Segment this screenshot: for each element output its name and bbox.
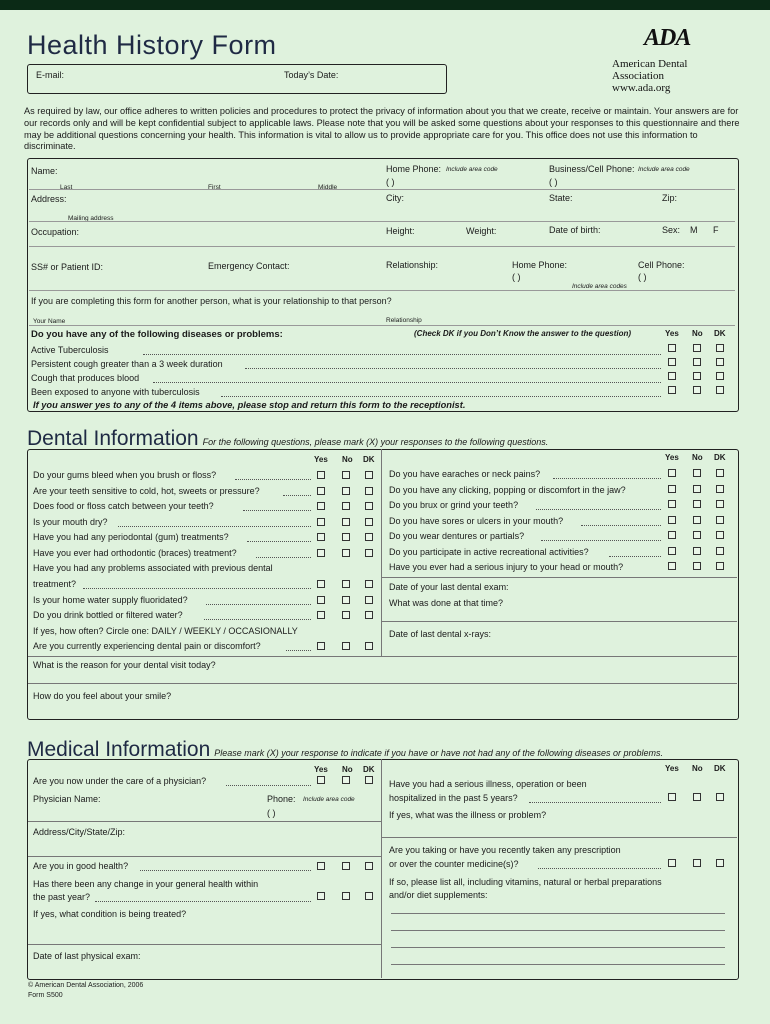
blood-cough-yes-checkbox[interactable] <box>668 372 676 380</box>
orthodontic-dk-checkbox[interactable] <box>365 549 373 557</box>
dental-question: Do you have any clicking, popping or discomfort in the jaw? <box>389 485 626 495</box>
dental-left-yes-header: Yes <box>314 455 328 464</box>
prev-treatment-no-checkbox[interactable] <box>342 580 350 588</box>
health-change-question: Has there been any change in your general health within <box>33 879 259 889</box>
middle-name-label: Middle <box>318 184 338 191</box>
dental-question: Does food or floss catch between your teeth? <box>33 501 214 511</box>
cough-yes-checkbox[interactable] <box>668 358 676 366</box>
org-url: www.ada.org <box>612 82 671 94</box>
copyright: © American Dental Association, 2006 <box>28 982 144 989</box>
bottled-water-dk-checkbox[interactable] <box>365 611 373 619</box>
dental-question: Are your teeth sensitive to cold, hot, sweets or pressure? <box>33 486 260 496</box>
gums-bleed-no-checkbox[interactable] <box>342 471 350 479</box>
mailing-address-label: Mailing address <box>68 215 114 222</box>
your-name-label: Your Name <box>33 318 66 325</box>
physician-phone-hint: Include area code <box>303 796 355 803</box>
smile-feeling-label: How do you feel about your smile? <box>33 691 172 701</box>
earaches-dk-checkbox[interactable] <box>716 469 724 477</box>
tb-dk-checkbox[interactable] <box>716 344 724 352</box>
food-catch-yes-checkbox[interactable] <box>317 502 325 510</box>
dental-question: Do your gums bleed when you brush or floss? <box>33 470 217 480</box>
sores-yes-checkbox[interactable] <box>668 516 676 524</box>
dob-label: Date of birth: <box>549 225 601 235</box>
ada-logo <box>604 25 732 94</box>
medical-left-yes-header: Yes <box>314 765 328 774</box>
sensitive-teeth-no-checkbox[interactable] <box>342 487 350 495</box>
medicine-list-label: If so, please list all, including vitamins, natural or herbal preparations <box>389 877 662 887</box>
dental-question: If yes, how often? Circle one: DAILY / WEEKLY / OCCASIONALLY <box>33 626 298 636</box>
ada-logo-mark: ADA <box>644 25 691 51</box>
physician-phone-label: Phone: <box>267 794 296 804</box>
medical-right-yes-header: Yes <box>665 764 679 773</box>
dental-section-header <box>27 427 548 451</box>
dental-question: Do you participate in active recreational activities? <box>389 547 589 557</box>
prev-treatment-dk-checkbox[interactable] <box>365 580 373 588</box>
dental-pain-yes-checkbox[interactable] <box>317 642 325 650</box>
form-number: Form S500 <box>28 992 63 999</box>
earaches-no-checkbox[interactable] <box>693 469 701 477</box>
dental-question: Do you have sores or ulcers in your mouth? <box>389 516 564 526</box>
last-dental-exam-label: Date of your last dental exam: <box>389 582 509 592</box>
medical-left-no-header: No <box>342 765 353 774</box>
good-health-dk-checkbox[interactable] <box>365 862 373 870</box>
city-label: City: <box>386 193 404 203</box>
recreational-yes-checkbox[interactable] <box>668 547 676 555</box>
jaw-clicking-no-checkbox[interactable] <box>693 485 701 493</box>
medical-title: Medical Information <box>27 738 211 761</box>
food-catch-no-checkbox[interactable] <box>342 502 350 510</box>
medical-right-dk-header: DK <box>714 764 726 773</box>
home-phone-paren[interactable]: ( ) <box>386 177 395 187</box>
dental-right-yes-header: Yes <box>665 453 679 462</box>
first-name-label: First <box>208 184 221 191</box>
state-label: State: <box>549 193 573 203</box>
recreational-no-checkbox[interactable] <box>693 547 701 555</box>
serious-illness-question-cont: hospitalized in the past 5 years? <box>389 793 518 803</box>
org-name: American Dental Association <box>612 58 688 82</box>
business-phone-hint: Include area code <box>638 166 690 173</box>
disease-item: Persistent cough greater than a 3 week duration <box>31 359 223 369</box>
recreational-dk-checkbox[interactable] <box>716 547 724 555</box>
serious-illness-question: Have you had a serious illness, operation or been <box>389 779 587 789</box>
last-name-label: Last <box>60 184 73 191</box>
illness-detail-label: If yes, what was the illness or problem? <box>389 810 547 820</box>
physician-phone-paren[interactable]: ( ) <box>267 808 276 818</box>
disease-item: Cough that produces blood <box>31 373 140 383</box>
dental-question: Is your mouth dry? <box>33 517 108 527</box>
ssn-label: SS# or Patient ID: <box>31 262 104 272</box>
medicine-question-cont: or over the counter medicine(s)? <box>389 859 519 869</box>
business-phone-label: Business/Cell Phone: <box>549 164 635 174</box>
dental-title: Dental Information <box>27 427 199 450</box>
dental-question: Do you have earaches or neck pains? <box>389 469 541 479</box>
good-health-question: Are you in good health? <box>33 861 129 871</box>
top-bar <box>0 0 770 10</box>
blood-cough-no-checkbox[interactable] <box>693 372 701 380</box>
emergency-home-paren[interactable]: ( ) <box>512 272 521 282</box>
emergency-cell-phone-label: Cell Phone: <box>638 260 685 270</box>
tb-yes-checkbox[interactable] <box>668 344 676 352</box>
dental-subtitle: For the following questions, please mark (X) your responses to the following questions. <box>202 437 549 447</box>
email-date-box <box>27 64 447 94</box>
medicine-no-checkbox[interactable] <box>693 859 701 867</box>
gums-bleed-dk-checkbox[interactable] <box>365 471 373 479</box>
earaches-yes-checkbox[interactable] <box>668 469 676 477</box>
emergency-contact-label: Emergency Contact: <box>208 261 290 271</box>
dental-question: Do you wear dentures or partials? <box>389 531 525 541</box>
disease-item: Active Tuberculosis <box>31 345 109 355</box>
diseases-yes-header: Yes <box>665 329 679 338</box>
home-phone-label: Home Phone: <box>386 164 442 174</box>
medicine-question: Are you taking or have you recently taken any prescription <box>389 845 621 855</box>
physician-care-question: Are you now under the care of a physician? <box>33 776 207 786</box>
periodontal-dk-checkbox[interactable] <box>365 533 373 541</box>
tb-exposure-dk-checkbox[interactable] <box>716 386 724 394</box>
fluoridated-no-checkbox[interactable] <box>342 596 350 604</box>
dry-mouth-dk-checkbox[interactable] <box>365 518 373 526</box>
dental-right-no-header: No <box>692 453 703 462</box>
health-change-yes-checkbox[interactable] <box>317 892 325 900</box>
diseases-dk-header: DK <box>714 329 726 338</box>
sores-dk-checkbox[interactable] <box>716 516 724 524</box>
dentures-yes-checkbox[interactable] <box>668 531 676 539</box>
relationship-label: Relationship: <box>386 260 439 270</box>
bottled-water-no-checkbox[interactable] <box>342 611 350 619</box>
todays-date-input[interactable] <box>348 69 442 85</box>
dental-pain-no-checkbox[interactable] <box>342 642 350 650</box>
jaw-clicking-yes-checkbox[interactable] <box>668 485 676 493</box>
physician-care-dk-checkbox[interactable] <box>365 776 373 784</box>
dental-question: Do you brux or grind your teeth? <box>389 500 519 510</box>
brux-yes-checkbox[interactable] <box>668 500 676 508</box>
good-health-no-checkbox[interactable] <box>342 862 350 870</box>
home-phone-hint: Include area code <box>446 166 498 173</box>
physician-care-no-checkbox[interactable] <box>342 776 350 784</box>
serious-illness-dk-checkbox[interactable] <box>716 793 724 801</box>
serious-illness-yes-checkbox[interactable] <box>668 793 676 801</box>
occupation-label: Occupation: <box>31 227 80 237</box>
sensitive-teeth-yes-checkbox[interactable] <box>317 487 325 495</box>
dry-mouth-no-checkbox[interactable] <box>342 518 350 526</box>
email-label: E-mail: <box>36 70 65 80</box>
tb-no-checkbox[interactable] <box>693 344 701 352</box>
sores-no-checkbox[interactable] <box>693 516 701 524</box>
head-injury-dk-checkbox[interactable] <box>716 562 724 570</box>
todays-date-label: Today’s Date: <box>284 70 339 80</box>
what-was-done-label: What was done at that time? <box>389 598 504 608</box>
height-label: Height: <box>386 226 415 236</box>
dental-left-dk-header: DK <box>363 455 375 464</box>
business-phone-paren[interactable]: ( ) <box>549 177 558 187</box>
privacy-intro: As required by law, our office adheres to written policies and procedures to protect the privacy of information about you that we create, receive or maintain. Your answers are for our records only and will be kept confidential subject to applicable laws. Please note that you will be asked some questions about your responses to this questionnaire and there may be additional questions concerning your health. This information is vital to allow us to provide appropriate care for you. This office does not use this information to discriminate. <box>24 106 740 152</box>
last-physical-label: Date of last physical exam: <box>33 951 141 961</box>
blood-cough-dk-checkbox[interactable] <box>716 372 724 380</box>
other-person-question: If you are completing this form for another person, what is your relationship to that person? <box>31 296 392 306</box>
periodontal-yes-checkbox[interactable] <box>317 533 325 541</box>
head-injury-no-checkbox[interactable] <box>693 562 701 570</box>
sex-m-option[interactable]: M <box>690 225 698 235</box>
dental-question: Have you ever had orthodontic (braces) treatment? <box>33 548 237 558</box>
health-change-dk-checkbox[interactable] <box>365 892 373 900</box>
brux-no-checkbox[interactable] <box>693 500 701 508</box>
dental-question: Have you ever had a serious injury to your head or mouth? <box>389 562 624 572</box>
last-xrays-label: Date of last dental x-rays: <box>389 629 492 639</box>
prev-treatment-yes-checkbox[interactable] <box>317 580 325 588</box>
serious-illness-no-checkbox[interactable] <box>693 793 701 801</box>
physician-name-label: Physician Name: <box>33 794 101 804</box>
name-label: Name: <box>31 166 58 176</box>
health-change-no-checkbox[interactable] <box>342 892 350 900</box>
address-label: Address: <box>31 194 67 204</box>
visit-reason-label: What is the reason for your dental visit today? <box>33 660 216 670</box>
relationship-caption: Relationship <box>386 317 422 324</box>
sensitive-teeth-dk-checkbox[interactable] <box>365 487 373 495</box>
dental-question: Do you drink bottled or filtered water? <box>33 610 183 620</box>
dental-question: Have you had any periodontal (gum) treatments? <box>33 532 229 542</box>
dentures-no-checkbox[interactable] <box>693 531 701 539</box>
health-change-question-cont: the past year? <box>33 892 91 902</box>
jaw-clicking-dk-checkbox[interactable] <box>716 485 724 493</box>
weight-label: Weight: <box>466 226 497 236</box>
dental-question: treatment? <box>33 579 77 589</box>
fluoridated-dk-checkbox[interactable] <box>365 596 373 604</box>
medicine-yes-checkbox[interactable] <box>668 859 676 867</box>
food-catch-dk-checkbox[interactable] <box>365 502 373 510</box>
orthodontic-no-checkbox[interactable] <box>342 549 350 557</box>
cough-no-checkbox[interactable] <box>693 358 701 366</box>
dentures-dk-checkbox[interactable] <box>716 531 724 539</box>
dental-question: Are you currently experiencing dental pain or discomfort? <box>33 641 261 651</box>
physician-care-yes-checkbox[interactable] <box>317 776 325 784</box>
dk-instruction: (Check DK if you Don’t Know the answer to the question) <box>414 329 632 338</box>
medicine-list-label-cont: and/or diet supplements: <box>389 890 488 900</box>
sex-label: Sex: <box>662 225 681 235</box>
bottled-water-yes-checkbox[interactable] <box>317 611 325 619</box>
fluoridated-yes-checkbox[interactable] <box>317 596 325 604</box>
medical-subtitle: Please mark (X) your response to indicate if you have or have not had any of the following diseases or problems. <box>214 748 663 758</box>
medicine-dk-checkbox[interactable] <box>716 859 724 867</box>
zip-label: Zip: <box>662 193 678 203</box>
dry-mouth-yes-checkbox[interactable] <box>317 518 325 526</box>
emergency-home-phone-label: Home Phone: <box>512 260 568 270</box>
tb-exposure-yes-checkbox[interactable] <box>668 386 676 394</box>
gums-bleed-yes-checkbox[interactable] <box>317 471 325 479</box>
dental-right-dk-header: DK <box>714 453 726 462</box>
dental-left-no-header: No <box>342 455 353 464</box>
condition-treated-label: If yes, what condition is being treated? <box>33 909 187 919</box>
orthodontic-yes-checkbox[interactable] <box>317 549 325 557</box>
medical-right-no-header: No <box>692 764 703 773</box>
stop-warning: If you answer yes to any of the 4 items above, please stop and return this form to the receptionist. <box>33 400 466 410</box>
dental-question: Have you had any problems associated with previous dental <box>33 563 273 573</box>
medical-left-dk-header: DK <box>363 765 375 774</box>
dental-question: Is your home water supply fluoridated? <box>33 595 188 605</box>
email-input[interactable] <box>76 69 280 85</box>
periodontal-no-checkbox[interactable] <box>342 533 350 541</box>
sex-f-option[interactable]: F <box>713 225 719 235</box>
diseases-no-header: No <box>692 329 703 338</box>
good-health-yes-checkbox[interactable] <box>317 862 325 870</box>
disease-item: Been exposed to anyone with tuberculosis <box>31 387 200 397</box>
include-area-codes-hint: Include area codes <box>572 283 627 290</box>
head-injury-yes-checkbox[interactable] <box>668 562 676 570</box>
tb-exposure-no-checkbox[interactable] <box>693 386 701 394</box>
cough-dk-checkbox[interactable] <box>716 358 724 366</box>
physician-address-label: Address/City/State/Zip: <box>33 827 126 837</box>
emergency-cell-paren[interactable]: ( ) <box>638 272 647 282</box>
page-title: Health History Form <box>27 30 277 60</box>
brux-dk-checkbox[interactable] <box>716 500 724 508</box>
diseases-heading: Do you have any of the following diseases or problems: <box>31 329 283 340</box>
dental-pain-dk-checkbox[interactable] <box>365 642 373 650</box>
